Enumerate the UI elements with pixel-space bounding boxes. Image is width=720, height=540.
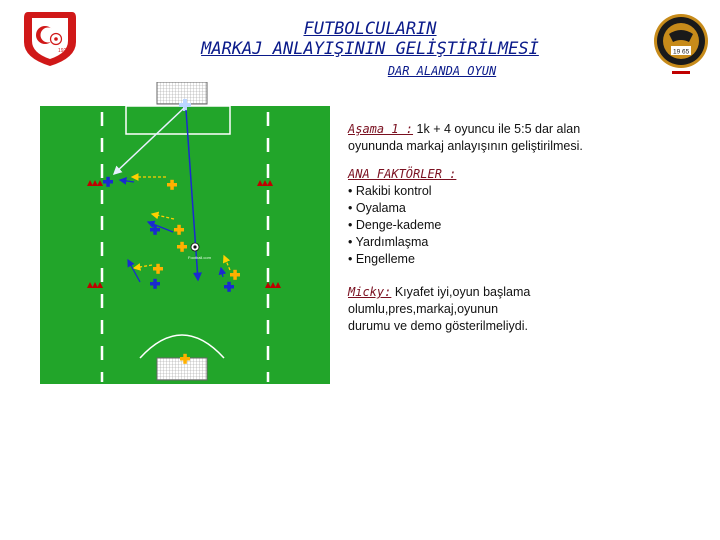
micky-line1: Kıyafet iyi,oyun başlama (391, 285, 531, 299)
factors-heading: ANA FAKTÖRLER : (348, 167, 457, 181)
factor-item: • Oyalama (348, 201, 406, 215)
club-logo-year-left: 19 (673, 48, 681, 56)
phase-text-line1: 1k + 4 oyuncu ile 5:5 dar alan (416, 122, 581, 136)
micky-label: Micky: (348, 285, 392, 299)
page-title-line2: MARKAJ ANLAYIŞININ GELİŞTİRİLMESİ (201, 39, 539, 59)
club-logo-year-right: 65 (682, 48, 690, 56)
top-goal (157, 82, 207, 104)
phase-text-line2: oyununda markaj anlayışının geliştirilmesi. (348, 139, 583, 153)
page-subtitle: DAR ALANDA OYUN (387, 64, 497, 78)
tff-logo-year: 1923 (58, 48, 70, 54)
factor-item: • Yardımlaşma (348, 235, 429, 249)
phase-description (348, 121, 648, 155)
micky-line3: durumu ve demo gösterilmeliydi. (348, 319, 528, 333)
factor-item: • Engelleme (348, 252, 415, 266)
tff-logo (8, 8, 92, 68)
pitch-diagram (40, 82, 330, 384)
ball-label: Football.com (188, 255, 211, 260)
factor-item: • Denge-kademe (348, 218, 442, 232)
factor-item: • Rakibi kontrol (348, 184, 432, 198)
club-logo (652, 12, 710, 76)
phase-label: Aşama 1 : (348, 122, 414, 136)
factors-section (348, 166, 648, 268)
page-title-line1: FUTBOLCULARIN (303, 19, 437, 39)
bottom-goal (157, 358, 207, 380)
micky-line2: olumlu,pres,markaj,oyunun (348, 302, 499, 316)
micky-note (348, 284, 648, 335)
